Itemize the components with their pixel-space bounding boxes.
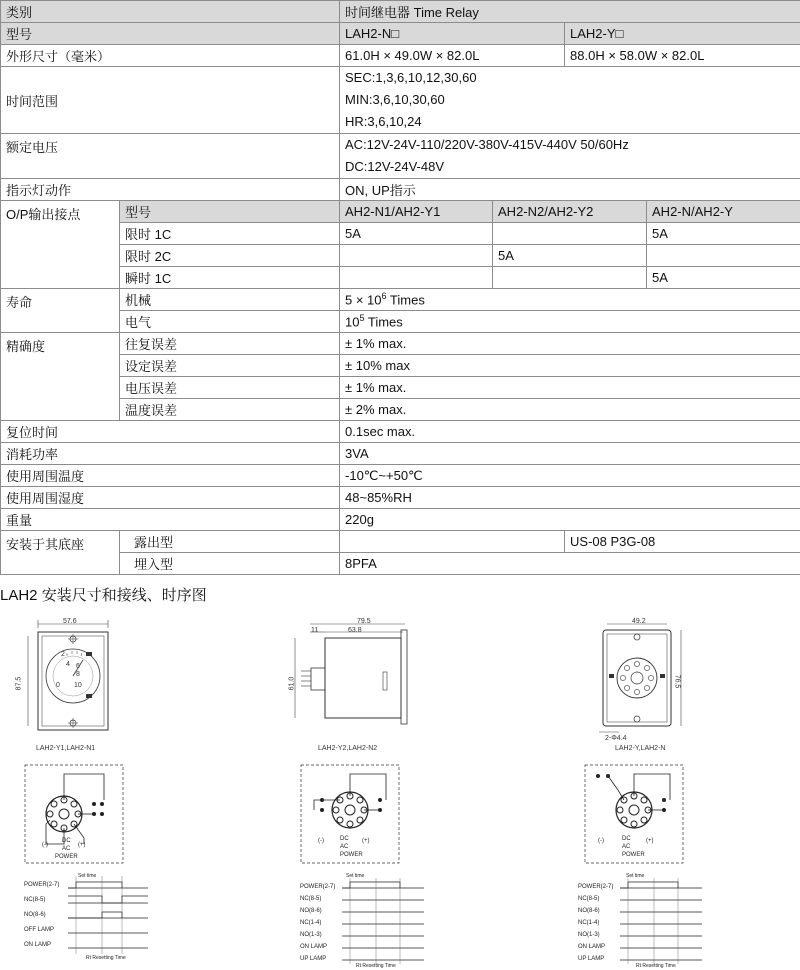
timing3-label: ON LAMP [578,944,606,950]
label-power: 消耗功率 [1,443,340,465]
row-lamp [1,179,800,201]
row-model [1,23,800,45]
section-title: LAH2 安装尺寸和接线、时序图 [0,587,207,604]
life-elec-value: $10^5$ Times [340,311,800,333]
dim1-width: 57.6 [63,618,77,625]
voltage-dc: DC:12V-24V-48V [345,159,445,174]
row-output-1 [1,223,800,245]
wiring1-plus: (+) [78,842,86,848]
dim2-width-body: 63.8 [348,627,362,634]
mount-embedded-value: 8PFA [340,553,800,575]
timing1-label: ON LAMP [24,942,52,948]
timing2-label: NO(8-6) [300,908,322,914]
row-weight [1,509,800,531]
dial-2: 2 [61,651,65,658]
timing2-label: NC(8-5) [300,896,322,902]
timing1-label: NC(8-5) [24,897,46,903]
dial-6: 6 [76,663,80,670]
value-humid: 48~85%RH [340,487,800,509]
row-output-3 [1,267,800,289]
row-life-elec [1,311,800,333]
timing3-label: UP LAMP [578,956,605,962]
wiring1-power: POWER [55,854,78,860]
timing2-set-time: Set time [346,873,365,879]
value-reset: 0.1sec max. [340,421,800,443]
timing2-label: NC(1-4) [300,920,322,926]
row-voltage [1,134,800,179]
dial-8: 8 [76,671,80,678]
output-row-label: 限时 2C [120,245,340,267]
dim1-height: 87.5 [15,676,23,691]
timing3-label: POWER(2-7) [578,884,614,890]
row-temp [1,465,800,487]
range-hr: HR:3,6,10,24 [345,114,422,129]
accuracy-label: 电压误差 [120,377,340,399]
value-power: 3VA [340,443,800,465]
timing-chart-3 [616,876,706,966]
row-humid [1,487,800,509]
value-range [340,67,800,134]
label-output: O/P输出接点 [1,201,120,289]
dim2-width-total: 79.5 [357,618,371,625]
wiring1-dc: DC [62,838,71,844]
row-range [1,67,800,134]
wiring3-plus: (+) [646,838,654,844]
wiring1-ac: AC [62,846,71,852]
dim3-caption: LAH2-Y,LAH2-N [615,745,666,752]
value-dims-y: 88.0H × 58.0W × 82.0L [565,45,800,67]
value-weight: 220g [340,509,800,531]
dim3-hole: 2-Φ4.4 [605,735,627,742]
value-model-y: LAH2-Y□ [565,23,800,45]
row-category [1,1,800,23]
wiring3-ac: AC [622,844,631,850]
life-elec-label: 电气 [120,311,340,333]
life-mech-value: $5 \times 10^6$ Times [340,289,800,311]
dim1-caption: LAH2-Y1,LAH2-N1 [36,745,96,752]
label-temp: 使用周围温度 [1,465,340,487]
label-life: 寿命 [1,289,120,333]
output-col-2: AH2-N2/AH2-Y2 [493,201,647,223]
wiring-diagram-2 [300,764,400,864]
output-row-label: 限时 1C [120,223,340,245]
output-cell: 5A [647,267,800,289]
timing2-reset-time: Rt Resetting Time [356,963,396,969]
row-life-mech [1,289,800,311]
timing-chart-1 [62,874,152,962]
wiring2-minus: (-) [318,838,324,844]
label-range: 时间范围 [1,67,340,134]
mount-exposed-blank [340,531,565,553]
output-sub-model: 型号 [120,201,340,223]
row-power [1,443,800,465]
dim2-width-front: 11 [311,627,319,634]
output-cell: 5A [647,223,800,245]
label-lamp: 指示灯动作 [1,179,340,201]
mount-exposed-value: US-08 P3G-08 [565,531,800,553]
output-cell: 5A [493,245,647,267]
wiring2-dc: DC [340,836,349,842]
life-mech-label: 机械 [120,289,340,311]
accuracy-label: 设定误差 [120,355,340,377]
dim2-height: 61.0 [288,676,296,691]
label-weight: 重量 [1,509,340,531]
timing3-set-time: Set time [626,873,645,879]
output-cell [340,245,493,267]
label-voltage: 额定电压 [1,134,340,179]
accuracy-value: ± 2% max. [340,399,800,421]
row-accuracy-1 [1,333,800,355]
row-accuracy-4 [1,399,800,421]
value-dims-n: 61.0H × 49.0W × 82.0L [340,45,565,67]
label-model: 型号 [1,23,340,45]
dial-4: 4 [66,661,70,668]
output-cell [493,267,647,289]
value-voltage [340,134,800,179]
timing2-label: UP LAMP [300,956,327,962]
label-dims: 外形尺寸（毫米） [1,45,340,67]
range-min: MIN:3,6,10,30,60 [345,92,445,107]
dim2-caption: LAH2-Y2,LAH2-N2 [318,745,378,752]
row-accuracy-3 [1,377,800,399]
timing1-label: POWER(2-7) [24,882,60,888]
value-temp: -10℃~+50℃ [340,465,800,487]
timing2-label: POWER(2-7) [300,884,336,890]
voltage-ac: AC:12V-24V-110/220V-380V-415V-440V 50/60Hz [345,137,629,152]
dial-10: 10 [74,682,82,689]
wiring2-power: POWER [340,852,363,858]
row-output-header [1,201,800,223]
output-cell [647,245,800,267]
row-accuracy-2 [1,355,800,377]
row-reset [1,421,800,443]
label-reset: 复位时间 [1,421,340,443]
accuracy-label: 往复误差 [120,333,340,355]
timing2-label: ON LAMP [300,944,328,950]
timing3-label: NC(8-5) [578,896,600,902]
timing-chart-2 [338,876,428,966]
value-category: 时间继电器 Time Relay [340,1,800,23]
timing2-label: NO(1-3) [300,932,322,938]
output-col-1: AH2-N1/AH2-Y1 [340,201,493,223]
row-dims [1,45,800,67]
dim3-height: 76.5 [673,674,681,689]
timing3-label: NO(8-6) [578,908,600,914]
timing1-set-time: Set time [78,873,97,879]
row-mount-1 [1,531,800,553]
wiring2-ac: AC [340,844,349,850]
value-lamp: ON, UP指示 [340,179,800,201]
dim3-width: 49.2 [632,618,646,625]
dial-0: 0 [56,682,60,689]
label-mount: 安装于其底座 [1,531,120,575]
wiring-diagram-3 [584,764,684,864]
timing1-label: OFF LAMP [24,927,55,933]
accuracy-label: 温度误差 [120,399,340,421]
dimension-drawing-1 [20,616,120,736]
output-row-label: 瞬时 1C [120,267,340,289]
mount-exposed-label: 露出型 [120,531,340,553]
output-col-3: AH2-N/AH2-Y [647,201,800,223]
row-mount-2 [1,553,800,575]
timing1-label: NO(8-6) [24,912,46,918]
wiring2-plus: (+) [362,838,370,844]
output-cell [340,267,493,289]
wiring3-power: POWER [622,852,645,858]
mount-embedded-label: 埋入型 [120,553,340,575]
value-model-n: LAH2-N□ [340,23,565,45]
output-cell: 5A [340,223,493,245]
wiring3-minus: (-) [598,838,604,844]
wiring1-minus: (-) [42,842,48,848]
timing1-reset-time: Rt Resetting Time [86,955,126,961]
accuracy-value: ± 10% max [340,355,800,377]
output-cell [493,223,647,245]
wiring3-dc: DC [622,836,631,842]
row-output-2 [1,245,800,267]
label-humid: 使用周围湿度 [1,487,340,509]
accuracy-value: ± 1% max. [340,333,800,355]
timing3-label: NO(1-3) [578,932,600,938]
accuracy-value: ± 1% max. [340,377,800,399]
label-accuracy: 精确度 [1,333,120,421]
range-sec: SEC:1,3,6,10,12,30,60 [345,70,477,85]
wiring-diagram-1 [24,764,124,864]
timing3-label: NC(1-4) [578,920,600,926]
label-category: 类别 [1,1,340,23]
timing3-reset-time: Rt Resetting Time [636,963,676,969]
